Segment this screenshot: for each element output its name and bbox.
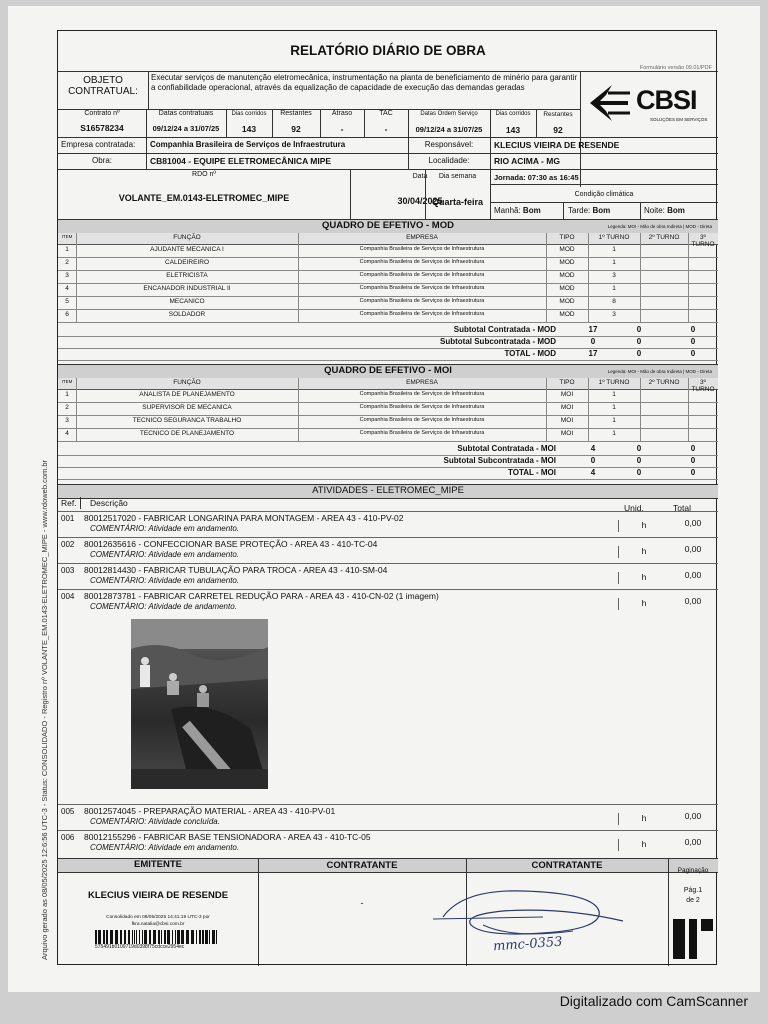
page-number: Pág.1 [683,887,703,894]
moi-cell-1: TECNICO SEGURANCA TRABALHO [132,417,242,424]
dia-semana-label: Dia semana [438,173,477,180]
responsavel-label: Responsável: [424,140,474,149]
mod-total-row [58,348,718,361]
dias2-label: Dias corridos [495,111,531,117]
moi-total-v3: 0 [690,444,696,453]
rdo-form [57,30,717,965]
activity-comment-label: COMENTÁRIO: [90,602,147,611]
moi-cell-0: 4 [65,430,69,437]
activity-total: 0,00 [684,570,702,580]
datas-value: 09/12/24 a 31/07/25 [152,124,220,133]
mod-total-label: TOTAL - MOD [504,349,556,358]
mod-cell-2: Companhia Brasileira de Serviços de Infraestrutura [359,298,485,304]
moi-table-row [58,402,718,416]
restantes-label: Restantes [280,110,312,117]
activity-row [58,804,718,831]
ordem-label: Datas Ordem Serviço [420,111,478,117]
barcode-icon [95,930,220,944]
activity-comment-label: COMENTÁRIO: [90,550,147,559]
consolidado-text: Consolidado em 08/05/2025 14:41:19 UTC-3 por [106,915,210,920]
contrato-label: Contrato nº [84,110,120,117]
activity-total: 0,00 [684,544,702,554]
moi-cell-3: MOI [560,430,574,437]
mod-cell-1: ENCANADOR INDUSTRIAL II [143,285,231,292]
dia-semana-value: Quarta-feira [431,197,484,207]
moi-cell-1: TECNICO DE PLANEJAMENTO [139,430,235,437]
activity-description: 80012873781 - FABRICAR CARRETEL REDUÇÃO PARA - AREA 43 - 410-CN-02 (1 imagem) [84,591,439,601]
activity-comment-text: Atividade em andamento. [146,576,240,585]
moi-total-label: Subtotal Subcontratada - MOI [443,456,556,465]
manha-value: Bom [522,206,541,215]
activity-description: 80012635616 - CONFECCIONAR BASE PROTEÇÃO - AREA 43 - 410-TC-04 [84,539,378,549]
moi-header-6: 3º TURNO [691,379,715,393]
mod-cell-2: Companhia Brasileira de Serviços de Infraestrutura [359,285,485,291]
mod-cell-1: ELETRICISTA [166,272,208,279]
moi-table-row [58,389,718,403]
mod-total-v2: 0 [636,337,642,346]
clima-label: Condição climática [574,191,634,198]
moi-total-v1: 4 [590,468,596,477]
moi-header-4: 1º TURNO [598,379,630,386]
logo-subtitle: SOLUÇÕES EM SERVIÇOS [650,117,708,122]
moi-title: QUADRO DE EFETIVO - MOI [324,365,452,376]
moi-header-1: FUNÇÃO [173,379,201,386]
total-label: Total [673,503,691,513]
activity-row [58,589,718,616]
moi-total-row [58,467,718,480]
activity-row [58,830,718,857]
activity-description: 80012155296 - FABRICAR BASE TENSIONADORA - AREA 43 - 410-TC-05 [84,832,371,842]
moi-table-row [58,428,718,442]
objeto-label: OBJETO CONTRATUAL: [68,75,138,97]
activity-comment [90,817,220,826]
activity-comment [90,576,239,585]
moi-cell-0: 3 [65,417,69,424]
activity-ref: 005 [61,807,75,816]
moi-cell-3: MOI [560,417,574,424]
obra-label: Obra: [91,156,112,165]
activity-total: 0,00 [684,518,702,528]
moi-total-label: Subtotal Contratada - MOI [457,444,556,453]
data-label: Data [412,173,428,180]
empresa-value: Companhia Brasileira de Serviços de Infraestrutura [150,140,346,149]
mod-cell-0: 6 [65,311,69,318]
empresa-label: Empresa contratada: [61,140,136,149]
mod-col-divider [76,233,77,322]
mod-cell-0: 2 [65,259,69,266]
moi-col-divider [546,378,547,441]
mod-cell-3: MOD [559,285,575,292]
noite-value: Bom [667,206,685,215]
moi-cell-4: 1 [612,417,616,424]
atraso-label: Atraso [331,110,353,117]
activity-ref: 006 [61,833,75,842]
datas-label: Datas contratuais [158,110,214,117]
mod-total-v2: 0 [636,349,642,358]
mod-cell-2: Companhia Brasileira de Serviços de Infraestrutura [359,272,485,278]
moi-cell-1: SUPERVISOR DE MECANICA [142,404,232,411]
activity-comment-label: COMENTÁRIO: [90,817,147,826]
activity-photo [131,619,268,789]
moi-cell-4: 1 [612,391,616,398]
mod-cell-4: 1 [612,246,616,253]
moi-cell-3: MOI [560,404,574,411]
activity-description: 80012814430 - FABRICAR TUBULAÇÃO PARA TROCA - AREA 43 - 410-SM-04 [84,565,388,575]
activity-unit: h [618,813,669,825]
activity-unit: h [618,598,669,610]
activity-unit: h [618,520,669,532]
manha-label: Manhã: [494,206,521,215]
tarde-value: Bom [592,206,611,215]
mod-total-v1: 0 [590,337,596,346]
activity-comment [90,843,239,852]
mod-total-v1: 17 [588,325,598,334]
mod-cell-3: MOD [559,259,575,266]
ordem-value: 09/12/24 a 31/07/25 [415,125,483,134]
mod-total-v1: 17 [588,349,598,358]
form-version: Formulário versão 09.01/PDF [639,65,712,71]
activity-comment-label: COMENTÁRIO: [90,843,147,852]
activity-description: 80012574045 - PREPARAÇÃO MATERIAL - AREA 43 - 410-PV-01 [84,806,336,816]
activity-row [58,537,718,564]
mod-cell-2: Companhia Brasileira de Serviços de Infraestrutura [359,246,485,252]
activity-total: 0,00 [684,596,702,606]
activity-unit: h [618,546,669,558]
activity-comment [90,550,239,559]
activity-ref: 003 [61,566,75,575]
moi-total-label: TOTAL - MOI [508,468,556,477]
report-title: RELATÓRIO DIÁRIO DE OBRA [290,43,486,58]
restantes-value: 92 [291,124,301,134]
mod-table-row [58,270,718,284]
activity-total: 0,00 [684,837,702,847]
mod-total-v3: 0 [690,337,696,346]
unid-label: Unid. [624,503,644,513]
activity-comment-label: COMENTÁRIO: [90,524,147,533]
handwritten-signature [423,881,633,961]
activity-total: 0,00 [684,811,702,821]
moi-col-divider [76,378,77,441]
contrato-value: S16578234 [80,123,124,133]
moi-header-2: EMPRESA [406,379,438,386]
emitente-name: KLECIUS VIEIRA DE RESENDE [87,890,229,901]
mod-col-divider [588,233,589,322]
handwritten-code: mmc-0353 [492,934,563,955]
objeto-text: Executar serviços de manutenção eletromecânica, instrumentação na planta de beneficiamento de minério para garantir a confiabilidade operacional, através da equalização de capacidade de execução das demandas geradas [151,73,578,92]
mod-cell-1: CALDEIREIRO [164,259,210,266]
moi-header-0: ITEM [61,379,73,384]
paginacao-label: Paginação [677,867,709,874]
page-total: de 2 [686,897,700,904]
moi-cell-4: 1 [612,430,616,437]
tac-value: - [384,124,388,134]
moi-cell-1: ANALISTA DE PLANEJAMENTO [139,391,235,398]
moi-total-v3: 0 [690,468,696,477]
mod-total-v3: 0 [690,349,696,358]
mod-table-row [58,283,718,297]
descricao-label: Descrição [90,498,128,508]
mod-cell-0: 3 [65,272,69,279]
restantes2-label: Restantes [543,111,573,118]
jornada: Jornada: 07:30 as 16:45 [494,173,579,182]
activity-row [58,511,718,538]
moi-cell-3: MOI [560,391,574,398]
mod-total-v3: 0 [690,325,696,334]
mod-cell-0: 1 [65,246,69,253]
mod-total-v2: 0 [636,325,642,334]
mod-header-3: TIPO [559,234,575,241]
logo-text: CBSI [636,85,697,115]
dias-label: Dias corridos [231,111,267,117]
activity-ref: 004 [61,592,75,601]
rdo-label: RDO nº [192,171,216,178]
activity-description: 80012517020 - FABRICAR LONGARINA PARA MONTAGEM - AREA 43 - 410-PV-02 [84,513,404,523]
moi-col-divider [688,378,689,441]
emitente-label: EMITENTE [133,859,183,870]
side-metadata-text: Arquivo gerado as 08/05/2025 12:6:56 UTC-3 - Status: CONSOLIDADO - Registro nº VOLANTE_EM.0143-ELETROMEC_MIPE - www.rdoweb.com.br [40,459,49,960]
moi-col-divider [588,378,589,441]
mod-cell-4: 1 [612,285,616,292]
barcode-text: 575491b0109719d0398f75cdcce2954ec [95,944,185,950]
mod-total-label: Subtotal Subcontratada - MOD [440,337,556,346]
moi-header-5: 2º TURNO [648,379,680,386]
mod-col-divider [546,233,547,322]
qr-code-icon [673,919,713,959]
activity-comment-text: Atividade em andamento. [146,524,240,533]
mod-cell-0: 5 [65,298,69,305]
activity-ref: 001 [61,514,75,523]
activity-comment-text: Atividade em andamento. [146,550,240,559]
moi-header-3: TIPO [559,379,575,386]
activity-comment-text: Atividade de andamento. [146,602,237,611]
contratante2-label: CONTRATANTE [531,860,603,871]
moi-table-row [58,415,718,429]
activity-comment-text: Atividade concluída. [146,817,220,826]
moi-col-divider [298,378,299,441]
activity-unit: h [618,572,669,584]
consolidado-email: fkra.natalia@cbsi.com.br [131,922,185,927]
atraso-value: - [340,124,344,134]
moi-cell-2: Companhia Brasileira de Serviços de Infraestrutura [359,391,485,397]
activity-comment-text: Atividade em andamento. [146,843,240,852]
contratante-value: - [360,898,364,908]
mod-table-row [58,296,718,310]
obra-value: CB81004 - EQUIPE ELETROMECÂNICA MIPE [150,156,332,166]
moi-cell-0: 1 [65,391,69,398]
dias-value: 143 [241,124,257,134]
mod-header-1: FUNÇÃO [173,234,201,241]
cbsi-logo [584,79,714,129]
activity-row [58,563,718,590]
mod-cell-4: 3 [612,311,616,318]
contratante-label: CONTRATANTE [326,860,398,871]
mod-cell-2: Companhia Brasileira de Serviços de Infraestrutura [359,259,485,265]
moi-cell-2: Companhia Brasileira de Serviços de Infraestrutura [359,404,485,410]
moi-legend: Legenda: MOI - Mão de obra Indireta | MOD - Direta [607,369,712,374]
activity-unit: h [618,839,669,851]
moi-cell-0: 2 [65,404,69,411]
moi-total-v2: 0 [636,456,642,465]
mod-table-row [58,244,718,258]
mod-title: QUADRO DE EFETIVO - MOD [322,220,454,231]
mod-cell-1: SOLDADOR [168,311,206,318]
mod-header-5: 2º TURNO [648,234,680,241]
moi-cell-4: 1 [612,404,616,411]
mod-cell-4: 8 [612,298,616,305]
mod-cell-4: 1 [612,259,616,266]
mod-table-row [58,309,718,323]
activities-title: ATIVIDADES - ELETROMEC_MIPE [312,485,464,496]
localidade-value: RIO ACIMA - MG [494,156,560,166]
mod-header-0: ITEM [61,234,73,239]
activity-comment [90,524,239,533]
moi-total-v2: 0 [636,468,642,477]
activity-comment-label: COMENTÁRIO: [90,576,147,585]
mod-table-row [58,257,718,271]
mod-cell-1: MECANICO [169,298,205,305]
mod-header-2: EMPRESA [406,234,438,241]
mod-header-4: 1º TURNO [598,234,630,241]
mod-cell-1: AJUDANTE MECANICA I [150,246,224,253]
mod-legend: Legenda: MOI - Mão de obra Indireta | MOD - Direta [607,224,712,229]
responsavel-value: KLECIUS VIEIRA DE RESENDE [494,140,620,150]
activity-comment [90,602,237,611]
tarde-label: Tarde: [568,206,591,215]
moi-col-divider [640,378,641,441]
moi-total-v1: 4 [590,444,596,453]
construction-photo-icon [131,619,268,789]
restantes2-value: 92 [553,125,563,135]
mod-col-divider [298,233,299,322]
moi-total-v1: 0 [590,456,596,465]
mod-cell-0: 4 [65,285,69,292]
mod-cell-2: Companhia Brasileira de Serviços de Infraestrutura [359,311,485,317]
data-value: 30/04/2025 [397,196,443,206]
mod-cell-3: MOD [559,298,575,305]
ref-label: Ref. [61,498,77,508]
noite-label: Noite: [644,206,665,215]
mod-col-divider [640,233,641,322]
mod-cell-4: 3 [612,272,616,279]
tac-label: TAC [379,110,393,117]
moi-total-v2: 0 [636,444,642,453]
mod-header-6: 3º TURNO [691,234,715,248]
localidade-label: Localidade: [428,156,470,165]
moi-cell-2: Companhia Brasileira de Serviços de Infraestrutura [359,417,485,423]
mod-cell-3: MOD [559,246,575,253]
moi-cell-2: Companhia Brasileira de Serviços de Infraestrutura [359,430,485,436]
mod-cell-3: MOD [559,311,575,318]
moi-total-v3: 0 [690,456,696,465]
dias2-value: 143 [505,125,521,135]
mod-cell-3: MOD [559,272,575,279]
camscanner-footer: Digitalizado com CamScanner [559,993,748,1009]
activity-ref: 002 [61,540,75,549]
mod-col-divider [688,233,689,322]
rdo-value: VOLANTE_EM.0143-ELETROMEC_MIPE [118,193,290,203]
mod-total-label: Subtotal Contratada - MOD [453,325,556,334]
